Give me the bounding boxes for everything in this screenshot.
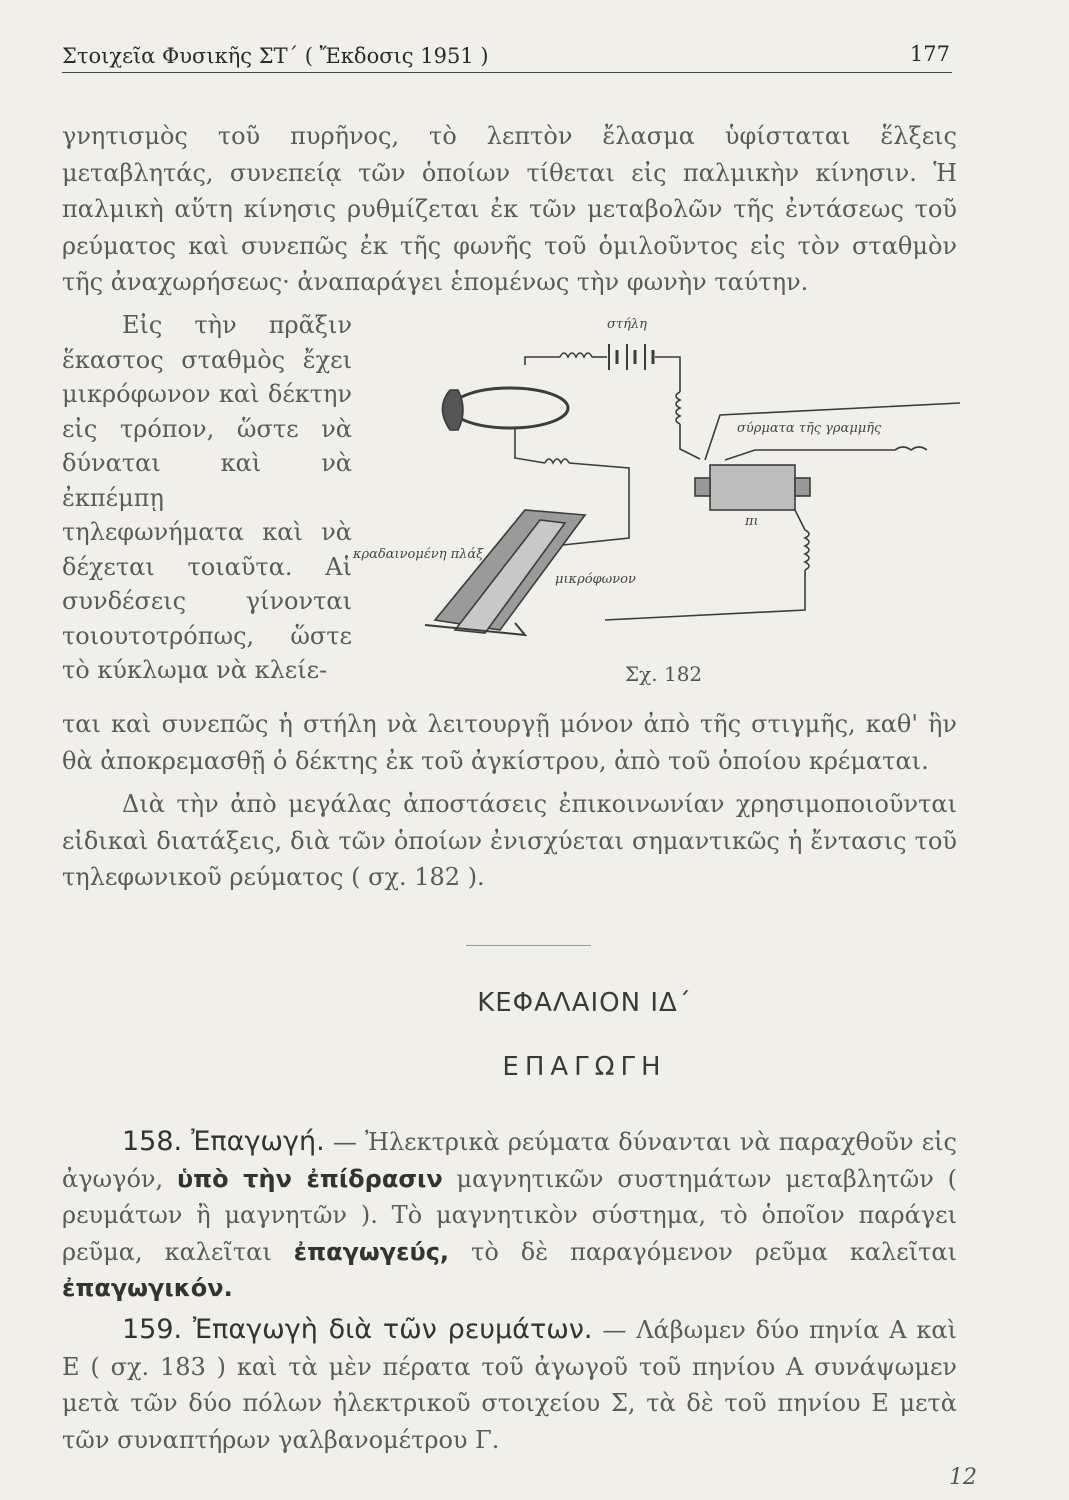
section-158-text-1: — Ἠλεκτρικὰ ρεύματα δύνανται νὰ παραχθοῦν εἰς ἀγωγόν,	[62, 1128, 957, 1193]
section-158-text-3: τὸ δὲ παραγόμενον ρεῦμα καλεῖται	[449, 1237, 957, 1266]
line-wires-label: σύρματα τῆς γραμμῆς	[737, 421, 882, 436]
section-158	[62, 1124, 957, 1307]
page-header	[62, 38, 952, 73]
section-159-heading: 159. Ἐπαγωγὴ διὰ τῶν ρευμάτων.	[122, 1314, 593, 1345]
plate-label: κραδαινομένη πλάξ	[353, 547, 484, 562]
continuation-paragraph: ται καὶ συνεπῶς ἡ στήλη νὰ λειτουργῇ μόνον ἀπὸ τῆς στιγμῆς, καθ' ἣν θὰ ἀποκρεμασθῇ ὁ δέκτης ἐκ τοῦ ἀγκίστρου, ἀπὸ τοῦ ὁποίου κρέμαται.	[62, 710, 957, 775]
microphone-label: μικρόφωνον	[555, 572, 636, 587]
telephone-circuit-diagram	[345, 300, 970, 700]
section-159	[62, 1312, 957, 1458]
signature-mark: 12	[949, 1465, 977, 1490]
top-paragraph: γνητισμὸς τοῦ πυρῆνος, τὸ λεπτὸν ἔλασμα ὑφίσταται ἕλξεις μεταβλητάς, συνεπείᾳ τῶν ὁποίων τίθεται εἰς παλμικὴν κίνησιν. Ἡ παλμικὴ αὕτη κίνησις ρυθμίζεται ἐκ τῶν μεταβολῶν τῆς ἐντάσεως τοῦ ρεύματος καὶ συνεπῶς ἐκ τῆς φωνῆς τοῦ ὁμιλοῦντος εἰς τὸν σταθμὸν τῆς ἀναχωρήσεως· ἀναπαράγει ἑπομένως τὴν φωνὴν ταύτην.	[62, 122, 957, 296]
receiver-ring	[452, 388, 568, 428]
wrapped-paragraph: Εἰς τὴν πρᾶξιν ἕκαστος σταθμὸς ἔχει μικρόφωνον καὶ δέκτην εἰς τρόπον, ὥστε νὰ δύναται καὶ νὰ ἐκπέμπῃ τηλεφωνήματα καὶ νὰ δέχεται τοιαῦτα. Αἱ συνδέσεις γίνονται τοιουτοτρόπως, ὥστε τὸ κύκλωμα νὰ κλείε-	[62, 311, 352, 684]
chapter-number: ΚΕΦΑΛΑΙΟΝ ΙΔ΄	[477, 988, 692, 1018]
page-number: 177	[909, 42, 950, 66]
pi-label: πι	[745, 514, 759, 529]
section-158-heading: 158. Ἐπαγωγή.	[122, 1126, 325, 1157]
figure-caption: Σχ. 182	[625, 662, 703, 686]
distance-paragraph: Διὰ τὴν ἀπὸ μεγάλας ἀποστάσεις ἐπικοινωνίαν χρησιμοποιοῦνται εἰδικαὶ διατάξεις, διὰ τῶν ὁποίων ἐνισχύεται σημαντικῶς ἡ ἔντασις τοῦ τηλεφωνικοῦ ρεύματος ( σχ. 182 ).	[62, 790, 957, 891]
battery-label: στήλη	[607, 317, 647, 332]
section-158-bold-2: ἐπαγωγεύς,	[293, 1237, 450, 1266]
section-158-text-2: μαγνητικῶν συστημάτων μεταβλητῶν ( ρευμάτων ἢ μαγνητῶν ). Τὸ μαγνητικὸν σύστημα, τὸ ὁποῖον παράγει ρεῦμα, καλεῖται	[62, 1164, 957, 1266]
section-158-bold-3: ἐπαγωγικόν.	[62, 1274, 233, 1302]
induction-coil	[710, 465, 795, 510]
receiver-handle	[443, 390, 464, 430]
section-divider	[466, 945, 591, 946]
chapter-title: ΕΠΑΓΩΓΗ	[502, 1052, 667, 1082]
running-title: Στοιχεῖα Φυσικῆς ΣΤ΄ ( Ἔκδοσις 1951 )	[62, 44, 489, 68]
section-158-bold-1: ὑπὸ τὴν ἐπίδρασιν	[176, 1164, 443, 1193]
battery-icon	[609, 344, 653, 370]
section-159-text: — Λάβωμεν δύο πηνία Α καὶ Ε ( σχ. 183 ) καὶ τὰ μὲν πέρατα τοῦ ἀγωγοῦ τοῦ πηνίου Α συνάψωμεν μετὰ τῶν δύο πόλων ἠλεκτρικοῦ στοιχείου Σ, τὰ δὲ τοῦ πηνίου Ε μετὰ τῶν συναπτήρων γαλβανομέτρου Γ.	[62, 1316, 957, 1454]
figure-182	[345, 300, 970, 700]
